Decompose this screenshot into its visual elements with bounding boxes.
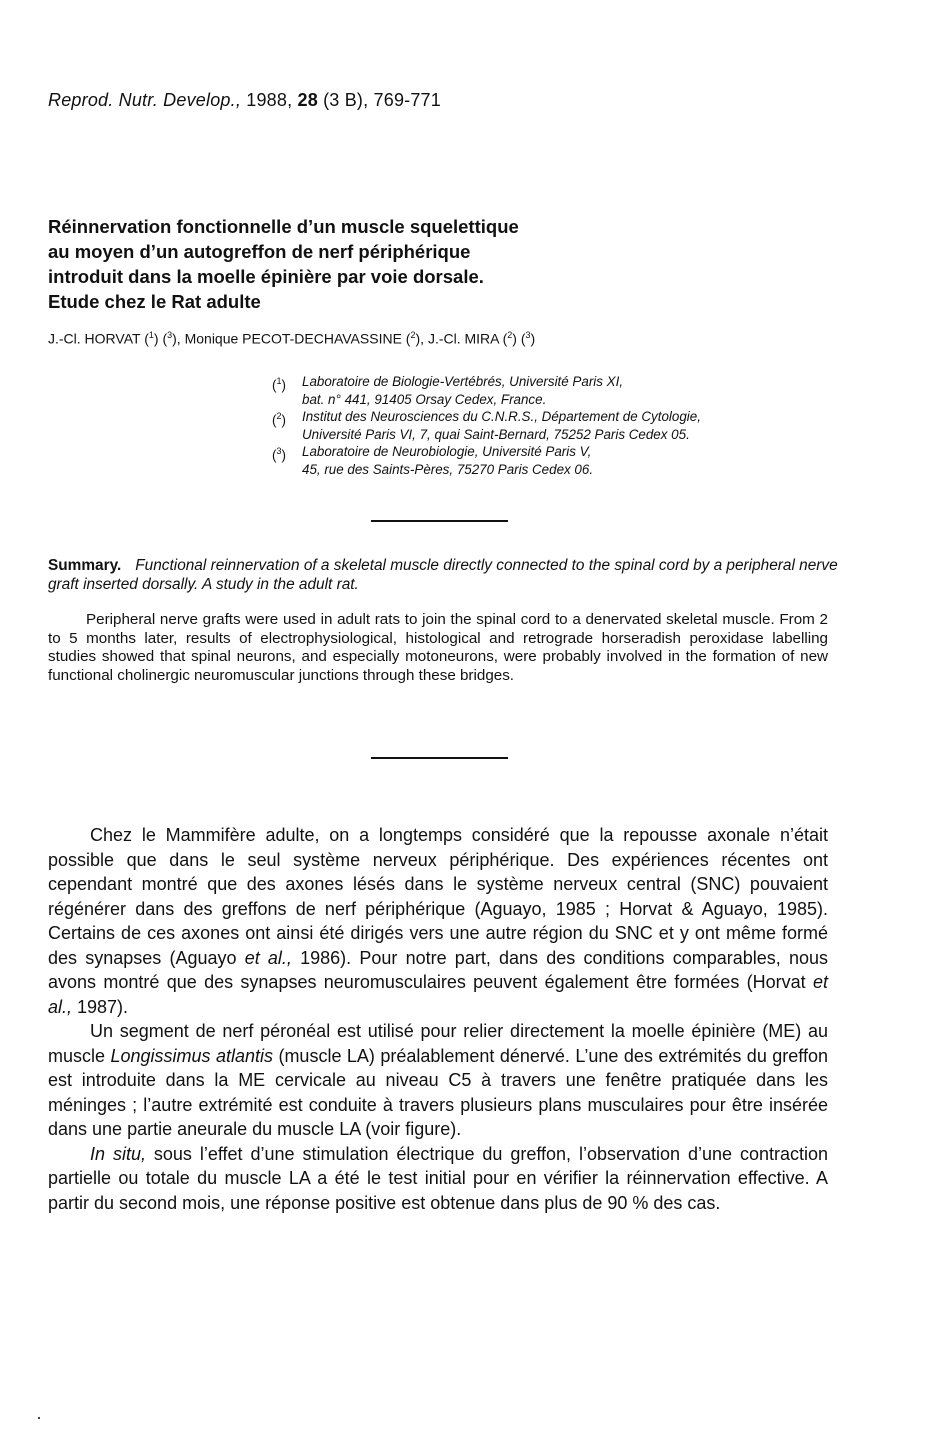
body-paragraph: Chez le Mammifère adulte, on a longtemps considéré que la repousse axonale n’était possible que dans le seul système nerveux périphérique. Des expériences récentes ont cependant montré que des axones lésés dans le système nerveux central (SNC) pouvaient régénérer dans des greffons de nerf périphérique (Aguayo, 1985 ; Horvat & Aguayo, 1985). Certains de ces axones ont ainsi été dirigés vers une autre région du SNC et y ont même formé des synapses (Aguayo et al., 1986). Pour notre part, dans des conditions comparables, nous avons montré que des synapses neuromusculaires peuvent également être formées (Horvat et al., 1987). [48, 825, 828, 1017]
affiliation [272, 373, 852, 408]
affiliation-line: Institut des Neurosciences du C.N.R.S., Département de Cytologie, [302, 409, 701, 424]
title-line: introduit dans la moelle épinière par voie dorsale. [48, 266, 484, 287]
title-line: Réinnervation fonctionnelle d’un muscle squelettique [48, 216, 519, 237]
title-line: Etude chez le Rat adulte [48, 291, 261, 312]
body-paragraph: In situ, sous l’effet d’une stimulation électrique du greffon, l’observation d’une contraction partielle ou totale du muscle LA a été le test initial pour en vérifier la réinnervation effective. A partir du second mois, une réponse positive est obtenue dans plus de 90 % des cas. [48, 1143, 828, 1213]
author-affiliation-ref: 1 [148, 330, 154, 340]
affiliation [272, 408, 852, 443]
author-affiliation-ref: 3 [525, 330, 531, 340]
affiliation-number: ($^2$) [272, 411, 286, 428]
journal-year: 1988, [246, 90, 293, 110]
abstract-text: Peripheral nerve grafts were used in adult rats to join the spinal cord to a denervated skeletal muscle. From 2 to 5 months later, results of electrophysiological, histological and retrograde horseradish peroxidase labelling studies showed that spinal neurons, and especially motoneurons, were probably involved in the formation of new functional cholinergic neuromuscular junctions through these bridges. [48, 611, 828, 684]
section-divider [371, 520, 508, 522]
affiliation-list [272, 373, 852, 478]
section-divider [371, 757, 508, 759]
scan-speck [38, 1417, 40, 1419]
summary-block [48, 556, 838, 594]
affiliation-line: Laboratoire de Biologie-Vertébrés, Université Paris XI, [302, 374, 624, 389]
journal-name: Reprod. Nutr. Develop., [48, 90, 242, 110]
affiliation-line: Université Paris VI, 7, quai Saint-Bernard, 75252 Paris Cedex 05. [302, 426, 690, 442]
author-name: J.-Cl. MIRA [427, 330, 499, 347]
body-text [48, 823, 828, 1215]
body-paragraph: Un segment de nerf péronéal est utilisé pour relier directement la moelle épinière (ME) au muscle Longissimus atlantis (muscle LA) préalablement dénervé. L’une des extrémités du greffon est introduite dans la ME cervicale au niveau C5 à travers une fenêtre pratiquée dans les méninges ; l’autre extrémité est conduite à travers plusieurs plans musculaires pour être insérée dans une partie aneurale du muscle LA (voir figure). [48, 1021, 828, 1139]
affiliation-number: ($^1$) [272, 376, 286, 393]
title-line: au moyen d’un autogreffon de nerf périphérique [48, 241, 471, 262]
journal-issue-pages: (3 B), 769-771 [323, 90, 441, 110]
affiliation-number: ($^3$) [272, 446, 286, 463]
journal-volume: 28 [297, 90, 318, 110]
journal-citation [48, 90, 441, 111]
author-affiliation-ref: 2 [507, 330, 513, 340]
summary-label: Summary. [48, 557, 122, 574]
author-affiliation-ref: 3 [167, 330, 173, 340]
affiliation-line: 45, rue des Saints-Pères, 75270 Paris Cedex 06. [302, 461, 594, 477]
abstract [48, 611, 828, 685]
affiliation [272, 443, 852, 478]
author-name: Monique PECOT-DECHAVASSINE [184, 330, 402, 347]
author-name: J.-Cl. HORVAT [48, 330, 141, 347]
affiliation-line: Laboratoire de Neurobiologie, Université Paris V, [302, 444, 592, 459]
summary-title: Functional reinnervation of a skeletal muscle directly connected to the spinal cord by a peripheral nerve graft inserted dorsally. A study in the adult rat. [48, 557, 838, 593]
paper-title [48, 214, 808, 314]
species-name: Longissimus atlantis [110, 1045, 273, 1066]
author-list: J.-Cl. HORVAT ($^1$) ($^3$), Monique PECOT-DECHAVASSINE ($^2$), J.-Cl. MIRA ($^2$) ($^3$) [48, 330, 536, 347]
affiliation-line: bat. n° 441, 91405 Orsay Cedex, France. [302, 391, 547, 407]
author-affiliation-ref: 2 [410, 330, 416, 340]
